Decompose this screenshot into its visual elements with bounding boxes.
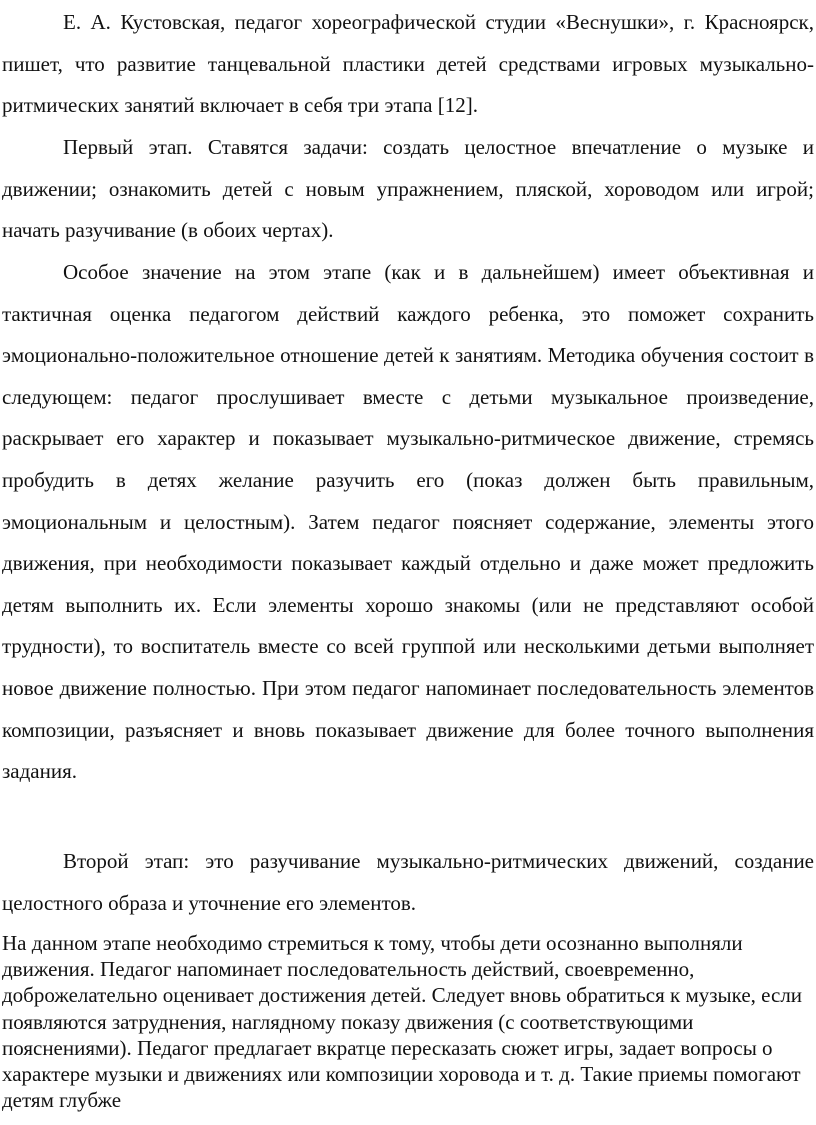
paragraph-methodology: Особое значение на этом этапе (как и в дальнейшем) имеет объективная и тактичная оценка педагогом действий каждого ребенка, это поможет сохранить эмоционально-положительное отношение детей к занятиям. Методика обучения состоит в следующем: педагог прослушивает вместе с детьми музыкальное произведение, раскрывает его характер и показывает музыкально-ритмическое движение, стремясь пробудить в детях желание разучить его (показ должен быть правильным, эмоциональным и целостным). Затем педагог поясняет содержание, элементы этого движения, при необходимости показывает каждый отдельно и даже может предложить детям выполнить их. Если элементы хорошо знакомы (или не представляют особой трудности), то воспитатель вместе со всей группой или несколькими детьми выполняет новое движение полностью. При этом педагог напоминает последовательность элементов композиции, разъясняет и вновь показывает движение для более точного выполнения задания.	[2, 260, 814, 784]
paragraph-intro: Е. А. Кустовская, педагог хореографической студии «Веснушки», г. Красноярск, пишет, что развитие танцевальной пластики детей средствами игровых музыкально-ритмических занятий включает в себя три этапа [12].	[2, 10, 814, 118]
paragraph-second-stage: Второй этап: это разучивание музыкально-ритмических движений, создание целостного образа и уточнение его элементов.	[2, 849, 814, 915]
paragraph-second-stage-details: На данном этапе необходимо стремиться к тому, чтобы дети осознанно выполняли движения. Педагог напоминает последовательность действий, своевременно, доброжелательно оценивает достижения детей. Следует вновь обратиться к музыке, если появляются затруднения, наглядному показу движения (с соответствующими пояснениями). Педагог предлагает вкратце пересказать сюжет игры, задает вопросы о характере музыки и движениях или композиции хоровода и т. д. Такие приемы помогают детям глубже	[2, 931, 803, 1113]
paragraph-first-stage: Первый этап. Ставятся задачи: создать целостное впечатление о музыке и движении; ознакомить детей с новым упражнением, пляской, хороводом или игрой; начать разучивание (в обоих чертах).	[2, 135, 814, 243]
